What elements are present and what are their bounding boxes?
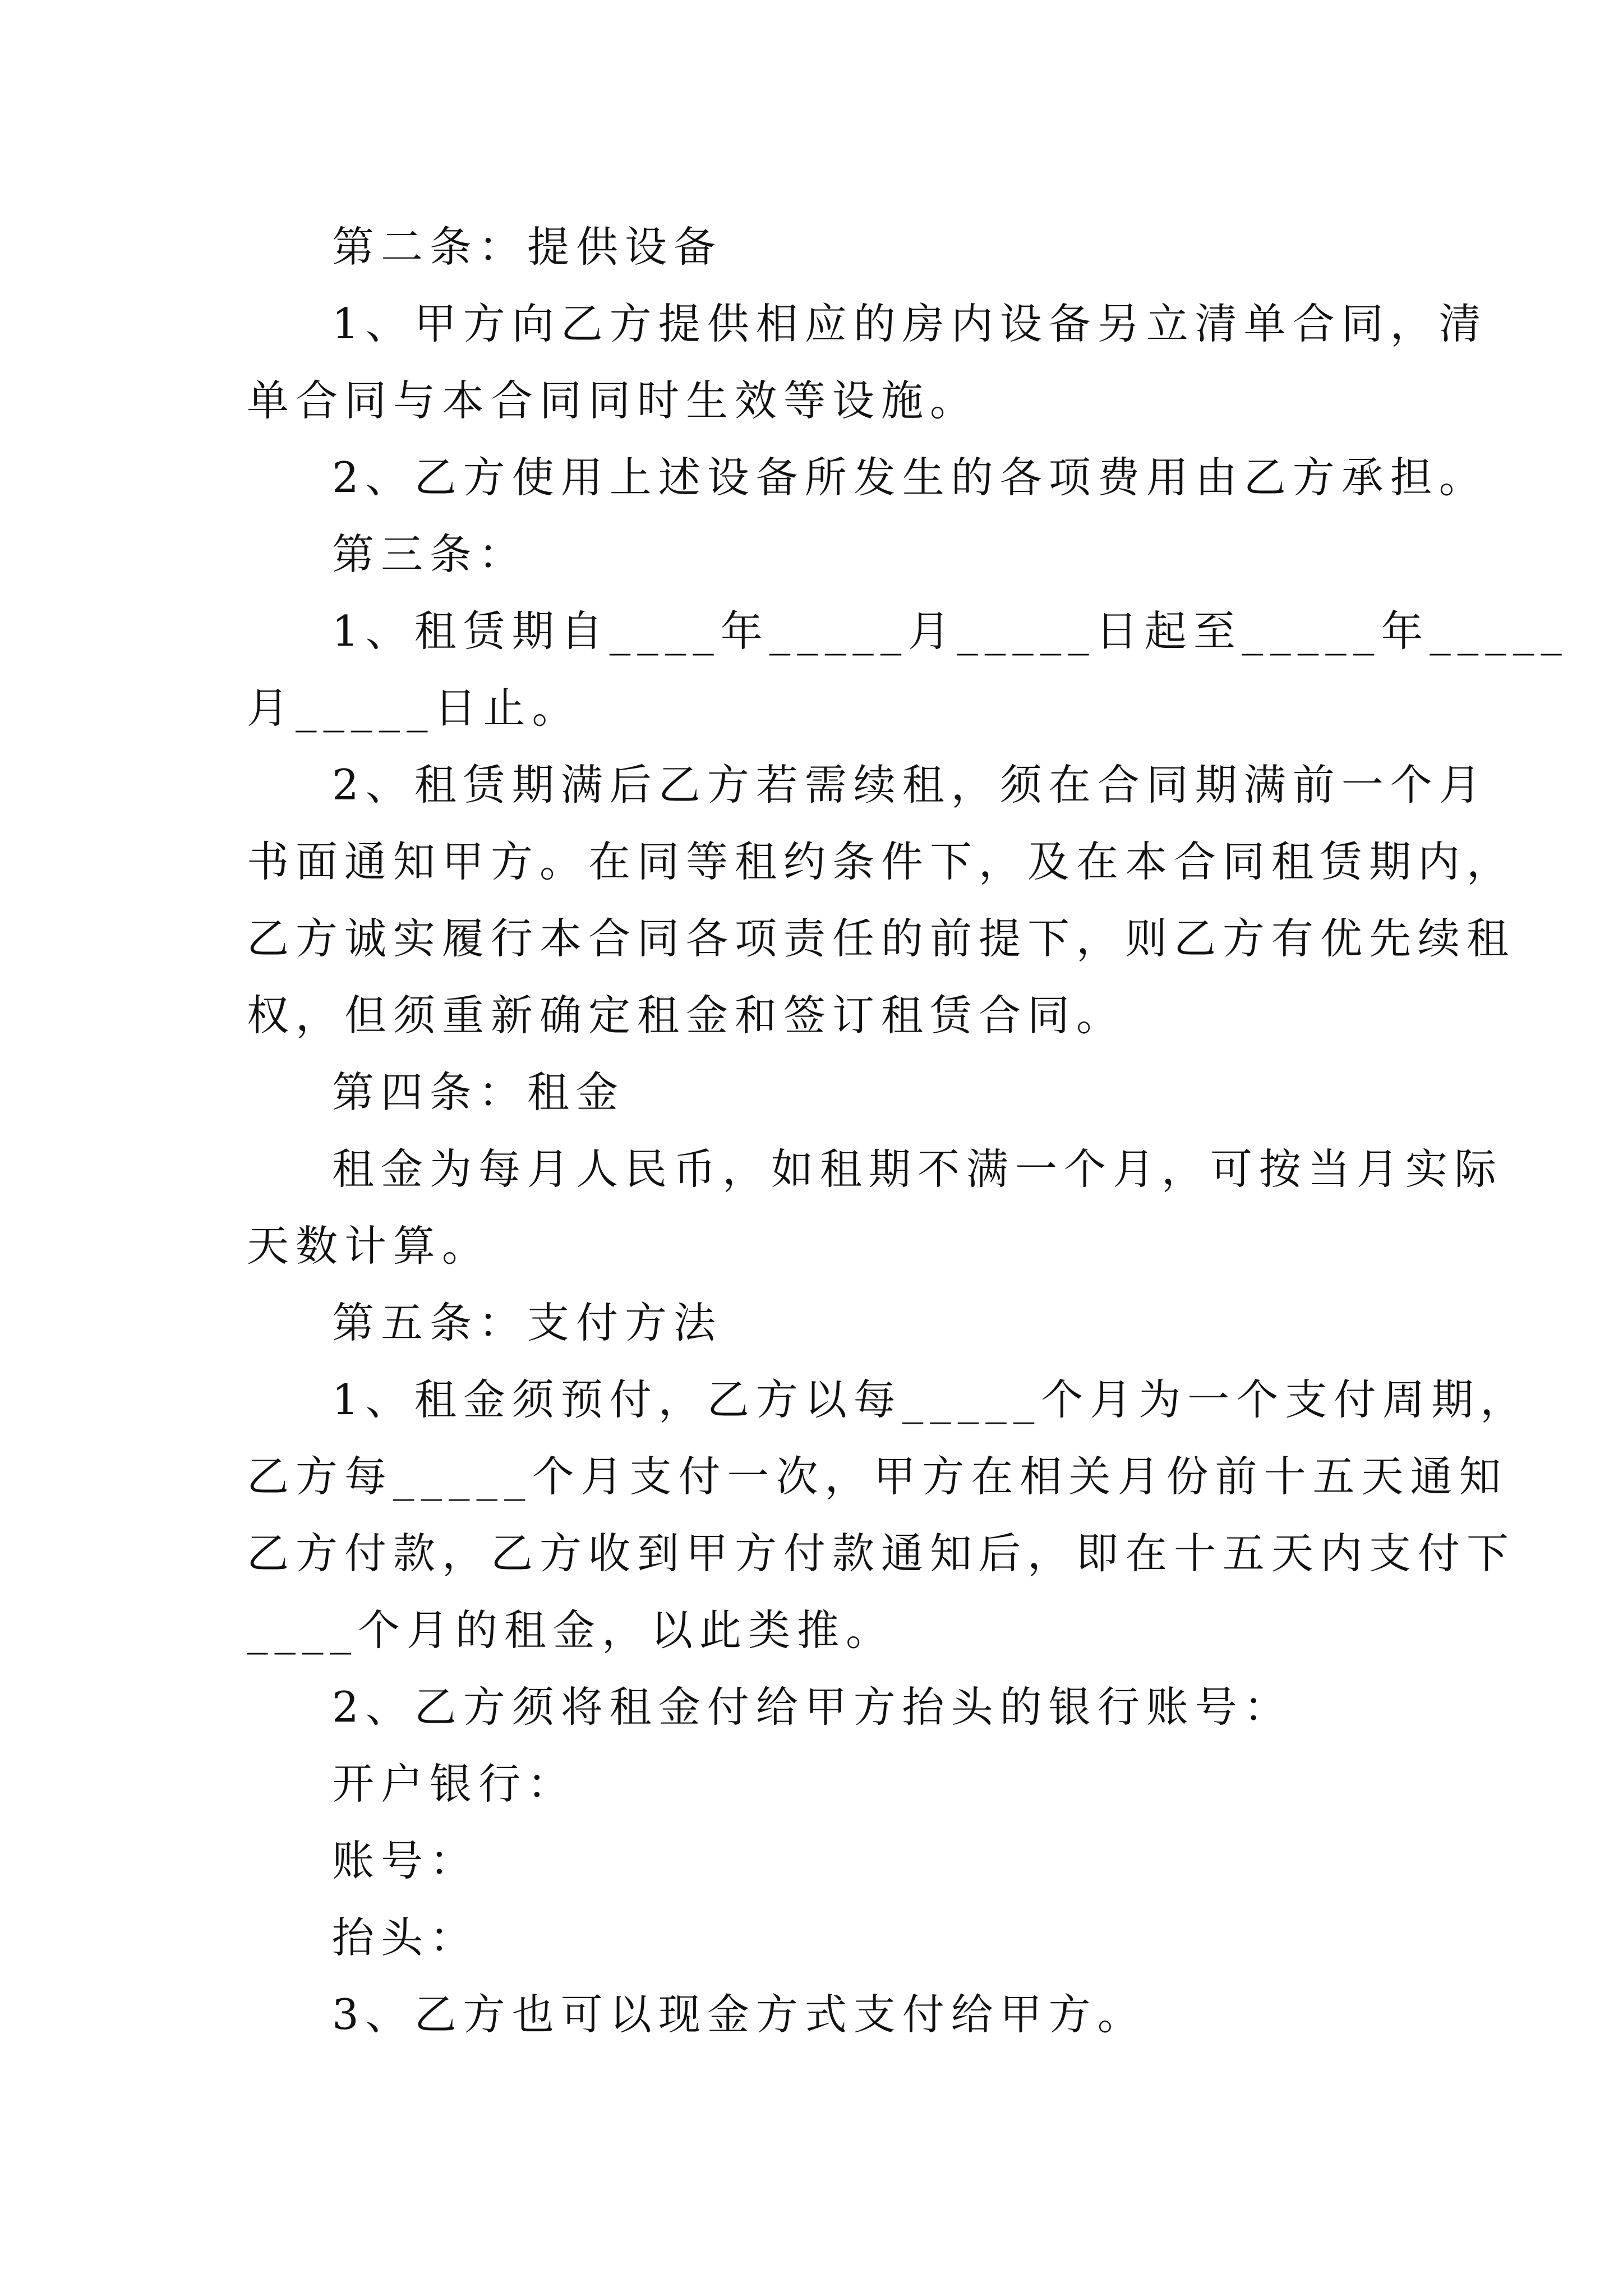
article-5-heading: 第五条：支付方法	[332, 1298, 723, 1347]
article-2-clause-2: 2、乙方使用上述设备所发生的各项费用由乙方承担。	[332, 453, 1488, 502]
article-2-heading: 第二条：提供设备	[332, 222, 723, 272]
article-3-clause-2-line-1: 2、租赁期满后乙方若需续租，须在合同期满前一个月	[332, 760, 1488, 809]
article-5-clause-1-line-3: 乙方付款，乙方收到甲方付款通知后，即在十五天内支付下	[247, 1529, 1516, 1578]
article-5-clause-3: 3、乙方也可以现金方式支付给甲方。	[332, 1990, 1146, 2039]
article-3-clause-1-line-2: 月_____日止。	[247, 683, 581, 733]
article-2-clause-1-line-1: 1、甲方向乙方提供相应的房内设备另立清单合同，清	[332, 299, 1488, 348]
account-holder-field: 抬头：	[332, 1913, 479, 1962]
article-3-clause-2-line-4: 权，但须重新确定租金和签订租赁合同。	[247, 991, 1126, 1040]
article-3-clause-2-line-2: 书面通知甲方。在同等租约条件下，及在本合同租赁期内，	[247, 837, 1516, 886]
article-5-clause-1-line-1: 1、租金须预付，乙方以每_____个月为一个支付周期，	[332, 1375, 1529, 1424]
article-3-clause-1-line-1: 1、租赁期自____年_____月_____日起至_____年_____	[332, 606, 1569, 656]
article-5-clause-2: 2、乙方须将租金付给甲方抬头的银行账号：	[332, 1682, 1293, 1732]
account-number-field: 账号：	[332, 1836, 479, 1885]
article-4-text-line-1: 租金为每月人民币，如租期不满一个月，可按当月实际	[332, 1144, 1504, 1194]
article-3-heading: 第三条：	[332, 530, 528, 579]
article-5-clause-1-line-4: ____个月的租金，以此类推。	[247, 1605, 895, 1655]
article-4-heading: 第四条：租金	[332, 1068, 625, 1117]
article-5-clause-1-line-2: 乙方每_____个月支付一次，甲方在相关月份前十五天通知	[247, 1452, 1508, 1501]
article-2-clause-1-line-2: 单合同与本合同同时生效等设施。	[247, 376, 979, 425]
article-3-clause-2-line-3: 乙方诚实履行本合同各项责任的前提下，则乙方有优先续租	[247, 914, 1516, 963]
document-body	[247, 209, 1569, 2053]
bank-name-field: 开户银行：	[332, 1759, 577, 1809]
article-4-text-line-2: 天数计算。	[247, 1221, 491, 1271]
